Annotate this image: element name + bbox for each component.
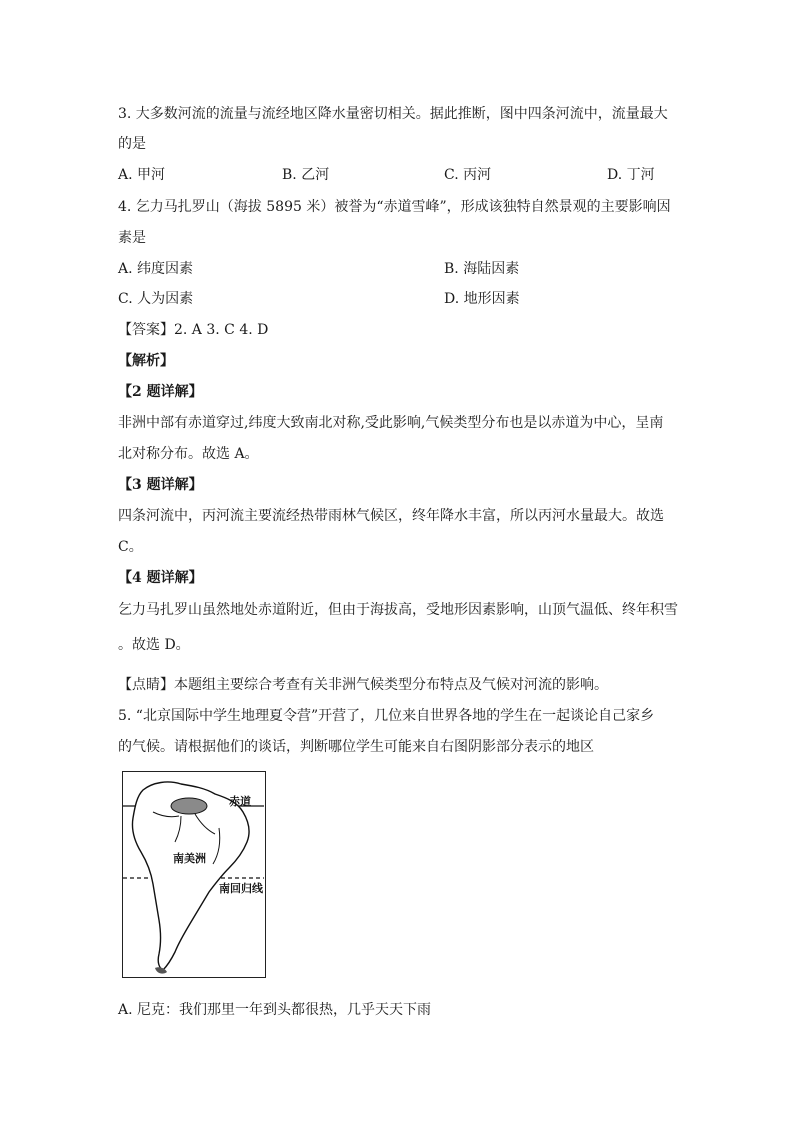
- q4-option-a: A. 纬度因素: [118, 261, 194, 277]
- q3-option-d: D. 丁河: [607, 167, 655, 183]
- shaded-region: [171, 798, 207, 814]
- detail3-line1: 四条河流中，丙河流主要流经热带雨林气候区，终年降水丰富，所以丙河水量最大。故选: [118, 508, 664, 524]
- q5-stem-line2: 的气候。请根据他们的谈话，判断哪位学生可能来自右图阴影部分表示的地区: [118, 739, 594, 755]
- q5-option-a: A. 尼克：我们那里一年到头都很热，几乎天天下雨: [118, 1002, 432, 1018]
- q3-option-a: A. 甲河: [118, 167, 166, 183]
- detail3-heading: 【3 题详解】: [118, 477, 203, 493]
- detail2-line2: 北对称分布。故选 A。: [118, 446, 259, 462]
- detail2-heading: 【2 题详解】: [118, 384, 203, 400]
- q4-stem-line2: 素是: [118, 230, 146, 246]
- q3-stem-line2: 的是: [118, 136, 146, 152]
- q4-stem-line1: 4. 乞力马扎罗山（海拔 5895 米）被誉为“赤道雪峰”，形成该独特自然景观的主要影响因: [118, 199, 671, 215]
- q4-option-b: B. 海陆因素: [444, 261, 520, 277]
- detail4-heading: 【4 题详解】: [118, 570, 203, 586]
- detail2-line1: 非洲中部有赤道穿过,纬度大致南北对称,受此影响,气候类型分布也是以赤道为中心，呈南: [118, 415, 664, 431]
- q4-option-d: D. 地形因素: [444, 291, 520, 307]
- comment-line: 【点睛】本题组主要综合考查有关非洲气候类型分布特点及气候对河流的影响。: [118, 677, 608, 693]
- q5-stem-line1: 5. “北京国际中学生地理夏令营”开营了，几位来自世界各地的学生在一起谈论自己家乡: [118, 708, 655, 724]
- equator-label: 赤道: [229, 795, 251, 808]
- q4-option-c: C. 人为因素: [118, 291, 194, 307]
- detail3-line2: C。: [118, 539, 143, 555]
- detail4-line2: 。故选 D。: [118, 637, 190, 653]
- q3-stem-line1: 3. 大多数河流的流量与流经地区降水量密切相关。据此推断，图中四条河流中，流量最大: [118, 106, 668, 122]
- answer-line: 【答案】2. A 3. C 4. D: [118, 322, 269, 338]
- analysis-heading: 【解析】: [118, 353, 174, 369]
- tropic-label: 南回归线: [219, 882, 263, 895]
- continent-label: 南美洲: [173, 852, 206, 865]
- south-america-map: [122, 771, 266, 978]
- q3-option-b: B. 乙河: [282, 167, 330, 183]
- detail4-line1: 乞力马扎罗山虽然地处赤道附近，但由于海拔高，受地形因素影响，山顶气温低、终年积雪: [118, 602, 678, 618]
- q3-option-c: C. 丙河: [444, 167, 492, 183]
